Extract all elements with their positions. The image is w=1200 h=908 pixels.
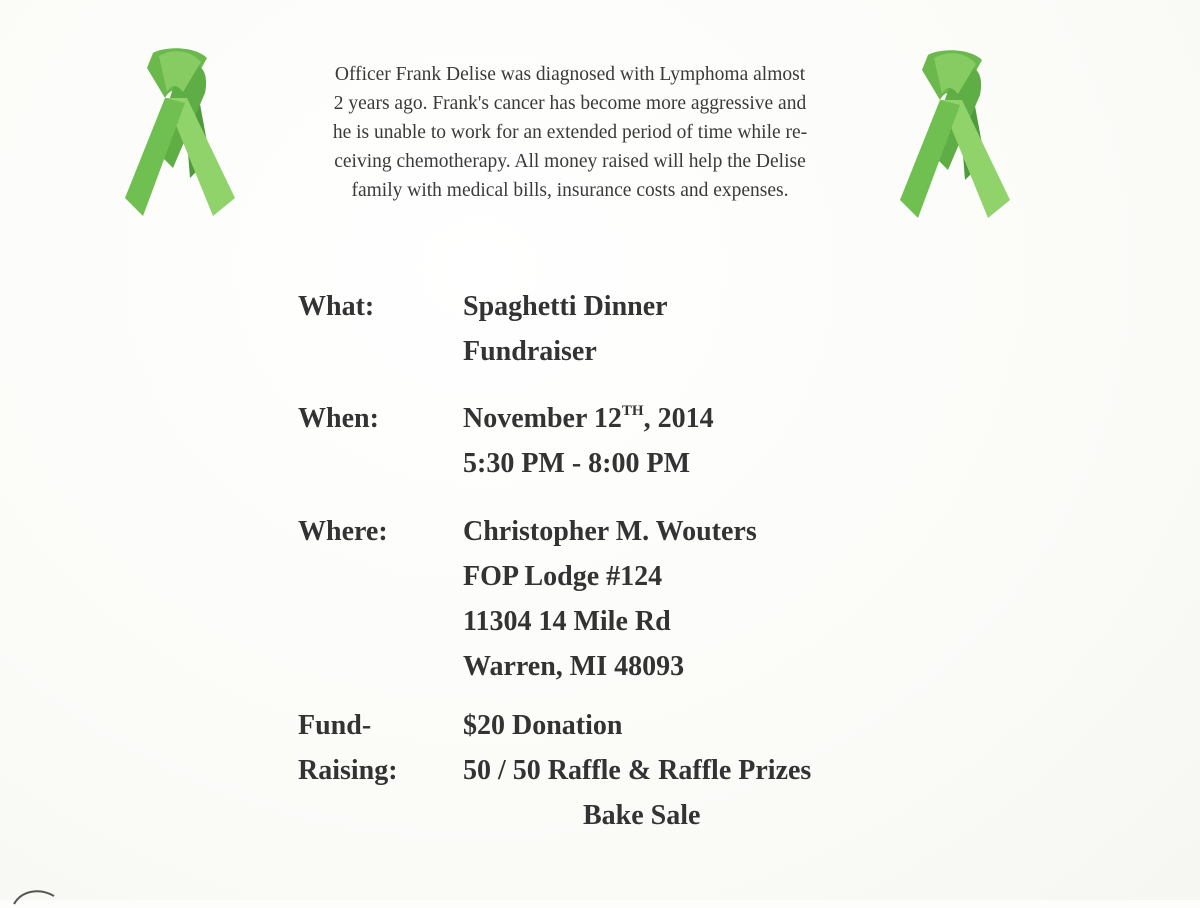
awareness-ribbon-icon <box>125 48 235 223</box>
where-value <box>463 509 757 689</box>
awareness-ribbon-icon <box>900 50 1010 225</box>
intro-line: ceiving chemotherapy. All money raised will help the Delise <box>334 151 806 172</box>
what-label: What: <box>298 291 375 322</box>
address-line: Christopher M. Wouters <box>463 516 757 547</box>
partial-emblem-icon <box>10 884 58 908</box>
date-superscript: TH <box>621 403 644 419</box>
intro-line: 2 years ago. Frank's cancer has become more aggressive and <box>333 93 807 114</box>
fundraising-item: $20 Donation <box>463 710 623 741</box>
intro-line: he is unable to work for an extended period of time while re- <box>332 122 808 143</box>
event-date: November 12TH, 2014 <box>463 403 714 434</box>
address-line: FOP Lodge #124 <box>463 561 663 592</box>
when-value <box>463 396 714 486</box>
event-name-line: Spaghetti Dinner <box>463 291 668 322</box>
address-line: 11304 14 Mile Rd <box>463 606 671 637</box>
fundraising-item: 50 / 50 Raffle & Raffle Prizes <box>463 755 812 786</box>
event-name-line: Fundraiser <box>463 336 597 367</box>
event-time: 5:30 PM - 8:00 PM <box>463 448 691 479</box>
fundraising-item: Bake Sale <box>583 800 701 831</box>
intro-paragraph <box>240 60 900 205</box>
intro-line: Officer Frank Delise was diagnosed with Lymphoma almost <box>334 64 806 85</box>
when-label: When: <box>298 403 379 434</box>
intro-line: family with medical bills, insurance costs and expenses. <box>351 180 789 201</box>
what-value <box>463 284 668 374</box>
fundraising-label: Fund- Raising: <box>298 710 398 786</box>
fundraising-value <box>463 703 811 838</box>
address-line: Warren, MI 48093 <box>463 651 685 682</box>
where-label: Where: <box>298 516 388 547</box>
